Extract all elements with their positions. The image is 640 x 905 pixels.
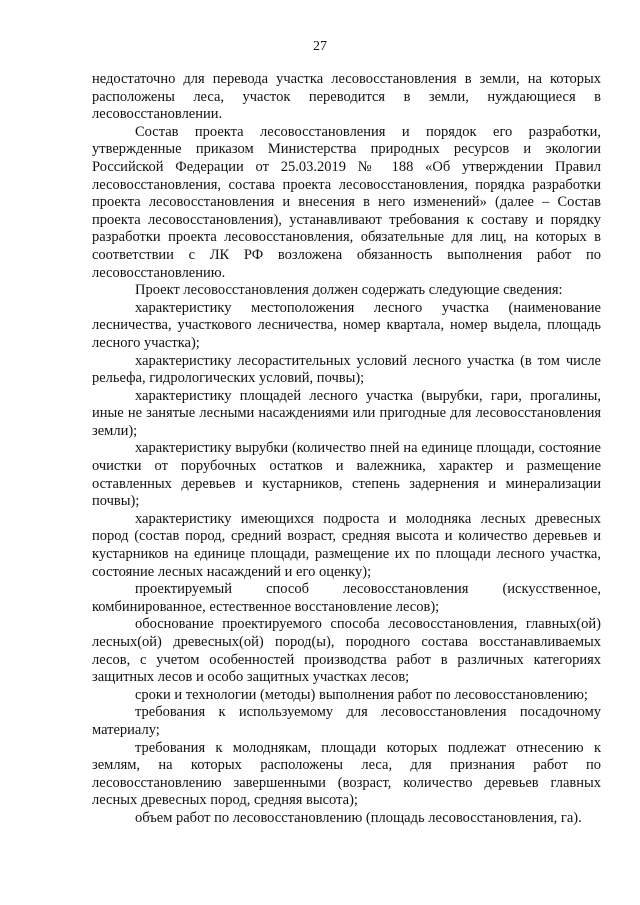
page-number: 27 bbox=[313, 39, 327, 54]
list-item-undergrowth: характеристику имеющихся подроста и молодняка лесных древесных пород (состав пород, средний возраст, средняя высота и количество деревьев и кустарников на единице площади, размещение их по площади лесного участка, состояние лесных насаждений и его оценку); bbox=[92, 510, 601, 580]
list-item-young-stands: требования к молоднякам, площади которых подлежат отнесению к землям, на которых расположены леса, для признания работ по лесовосстановлению завершенными (возраст, количество деревьев главных лесных древесных пород, средняя высота); bbox=[92, 739, 601, 809]
list-item-method: проектируемый способ лесовосстановления (искусственное, комбинированное, естественное восстановление лесов); bbox=[92, 581, 601, 615]
list-item-work-volume: объем работ по лесовосстановлению (площадь лесовосстановления, га). bbox=[135, 809, 582, 826]
list-item-location: характеристику местоположения лесного участка (наименование лесничества, участкового лесничества, номер квартала, номер выдела, площадь лесного участка); bbox=[92, 299, 601, 351]
paragraph-continuation: недостаточно для перевода участка лесовосстановления в земли, на которых расположены леса, участок переводится в земли, нуждающиеся в лесовосстановлении. bbox=[92, 71, 601, 123]
list-item-growing-conditions: характеристику лесорастительных условий лесного участка (в том числе рельефа, гидрологических условий, почвы); bbox=[92, 352, 601, 387]
list-item-areas: характеристику площадей лесного участка (вырубки, гари, прогалины, иные не занятые лесными насаждениями или пригодные для лесовосстановления земли); bbox=[92, 387, 601, 439]
list-item-planting-material: требования к используемому для лесовосстановления посадочному материалу; bbox=[92, 704, 601, 738]
list-item-clearing: характеристику вырубки (количество пней на единице площади, состояние очистки от порубочных остатков и валежника, характер и размещение оставленных деревьев и кустарников, степень задернения и минерализации почвы); bbox=[92, 440, 601, 510]
paragraph-project-composition: Состав проекта лесовосстановления и порядок его разработки, утвержденные приказом Министерства природных ресурсов и экологии Российской Федерации от 25.03.2019 № 188 «Об утверждении Правил лесовосстановления, состава проекта лесовосстановления, порядка разработки проекта лесовосстановления и внесения в него изменений» (далее – Состав проекта лесовосстановления), устанавливают требования к составу и порядку разработки проекта лесовосстановления, обязательные для лиц, на которых в соответствии с ЛК РФ возложена обязанность выполнения работ по лесовосстановлению. bbox=[92, 123, 601, 281]
body-text bbox=[92, 71, 601, 828]
paragraph-required-info: Проект лесовосстановления должен содержать следующие сведения: bbox=[135, 282, 563, 299]
list-item-method-justification: обоснование проектируемого способа лесовосстановления, главных(ой) лесных(ой) древесных(ой) пород(ы), породного состава восстанавливаемых лесов, с учетом особенностей производства работ в различных категориях защитных лесов и особо защитных участках лесов; bbox=[92, 616, 601, 686]
list-item-timing: сроки и технологии (методы) выполнения работ по лесовосстановлению; bbox=[135, 686, 588, 703]
